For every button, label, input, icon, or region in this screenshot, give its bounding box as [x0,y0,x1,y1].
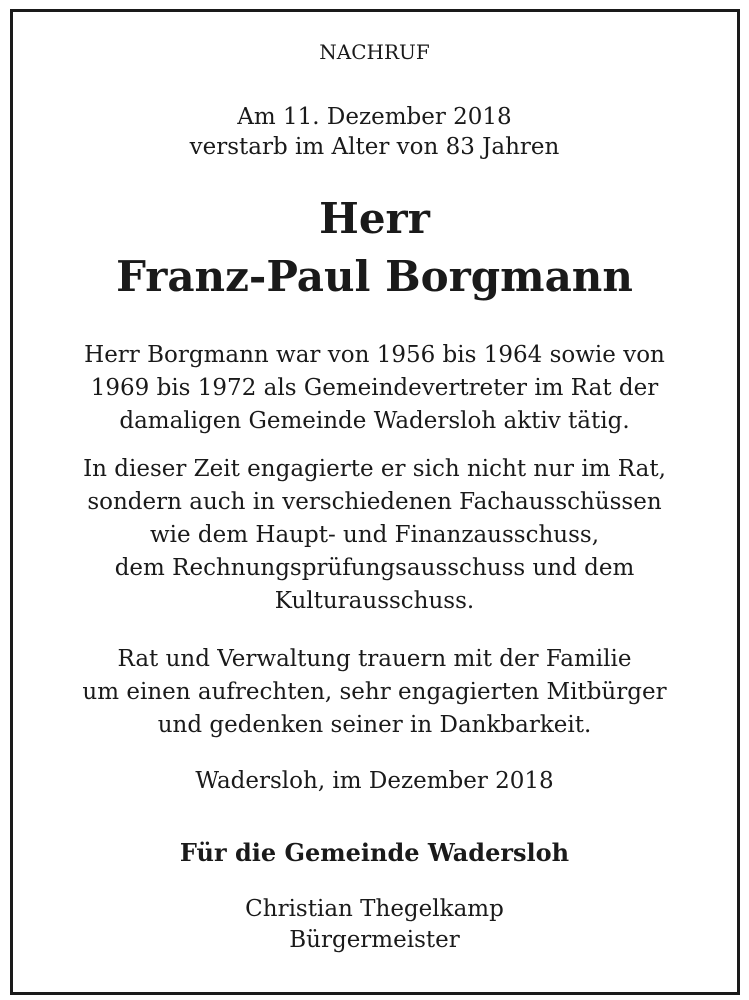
age-line: verstarb im Alter von 83 Jahren [189,134,560,160]
paragraph-line: 1969 bis 1972 als Gemeindevertreter im Rat der [90,375,659,401]
paragraph-line: Herr Borgmann war von 1956 bis 1964 sowie von [84,342,665,368]
paragraph-line: um einen aufrechten, sehr engagierten Mitbürger [82,679,667,705]
signer-title: Bürgermeister [289,927,460,953]
death-date-line: Am 11. Dezember 2018 [237,104,512,130]
issuing-organization: Für die Gemeinde Wadersloh [179,838,570,867]
paragraph-line: wie dem Haupt- und Finanzausschuss, [149,522,600,548]
paragraph-line: Kulturausschuss. [274,588,475,614]
place-date: Wadersloh, im Dezember 2018 [195,768,554,794]
deceased-salutation: Herr [319,194,430,243]
paragraph-line: In dieser Zeit engagierte er sich nicht nur im Rat, [83,456,666,482]
paragraph-line: damaligen Gemeinde Wadersloh aktiv tätig. [119,408,630,434]
paragraph-line: und gedenken seiner in Dankbarkeit. [157,712,592,738]
deceased-name: Franz-Paul Borgmann [116,252,633,301]
obituary-heading: NACHRUF [319,40,430,64]
paragraph-line: dem Rechnungsprüfungsausschuss und dem [114,555,635,581]
signer-name: Christian Thegelkamp [245,896,504,922]
paragraph-line: Rat und Verwaltung trauern mit der Familie [117,646,632,672]
paragraph-line: sondern auch in verschiedenen Fachausschüssen [87,489,662,515]
